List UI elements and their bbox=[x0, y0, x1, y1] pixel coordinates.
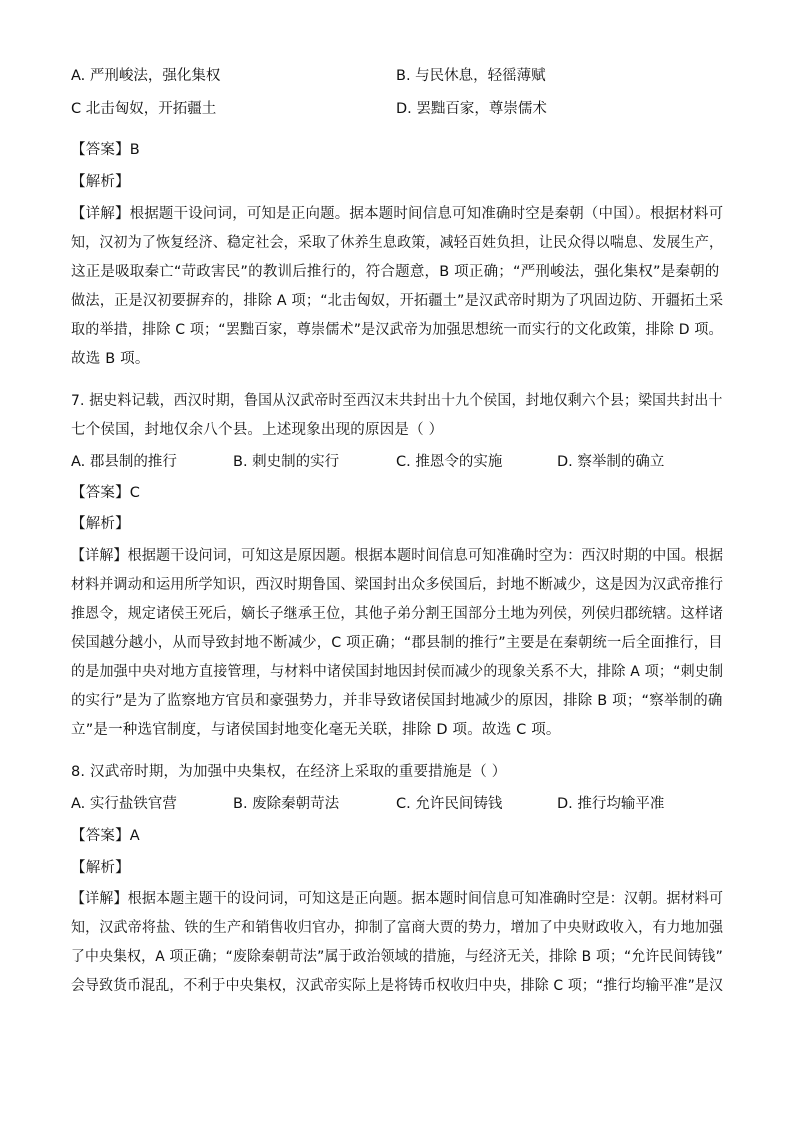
q7-option-a: A. 郡县制的推行 bbox=[71, 454, 177, 470]
q7-answer: 【答案】C bbox=[71, 485, 141, 501]
q6-option-a: A. 严刑峻法，强化集权 bbox=[71, 68, 221, 84]
q7-detail-line-2: 材料并调动和运用所学知识，西汉时期鲁国、梁国封出众多侯国后，封地不断减少，这是因为汉武帝推行 bbox=[71, 577, 724, 593]
q6-detail-line-5: 取的举措，排除 C 项；“罢黜百家，尊崇儒术”是汉武帝为加强思想统一而实行的文化政策，排除 D 项。 bbox=[71, 322, 723, 338]
q7-detail-line-7: 立”是一种选官制度，与诸侯国封地变化毫无关联，排除 D 项。故选 C 项。 bbox=[71, 722, 561, 738]
q7-option-c: C. 推恩令的实施 bbox=[396, 454, 503, 470]
q6-option-b: B. 与民休息，轻徭薄赋 bbox=[396, 68, 546, 84]
q7-option-d: D. 察举制的确立 bbox=[557, 454, 665, 470]
q8-option-d: D. 推行均输平准 bbox=[557, 796, 665, 812]
q8-option-a: A. 实行盐铁官营 bbox=[71, 796, 177, 812]
q7-detail-line-3: 推恩令，规定诸侯王死后，嫡长子继承王位，其他子弟分割王国部分土地为列侯，列侯归郡统辖。这样诸 bbox=[71, 606, 724, 622]
q6-option-c: C 北击匈奴，开拓疆土 bbox=[71, 101, 217, 117]
q8-detail-line-4: 会导致货币混乱，不利于中央集权，汉武帝实际上是将铸币权收归中央，排除 C 项；“推行均输平准”是汉 bbox=[71, 978, 724, 994]
q8-detail-line-1: 【详解】根据本题主题干的设问词，可知这是正向题。据本题时间信息可知准确时空是：汉朝。据材料可 bbox=[71, 891, 724, 907]
q8-option-c: C. 允许民间铸钱 bbox=[396, 796, 503, 812]
q7-detail-line-1: 【详解】根据题干设问词，可知这是原因题。根据本题时间信息可知准确时空为：西汉时期的中国。根据 bbox=[71, 548, 724, 564]
q7-analysis-label: 【解析】 bbox=[71, 516, 130, 532]
q8-stem-line-1: 8. 汉武帝时期，为加强中央集权，在经济上采取的重要措施是（ ） bbox=[71, 764, 507, 780]
q6-analysis-label: 【解析】 bbox=[71, 174, 130, 190]
q6-detail-line-2: 知，汉初为了恢复经济、稳定社会，采取了休养生息政策，减轻百姓负担，让民众得以喘息、发展生产， bbox=[71, 235, 724, 251]
q6-option-d: D. 罢黜百家，尊崇儒术 bbox=[396, 101, 547, 117]
q6-detail-line-3: 这正是吸取秦亡“苛政害民”的教训后推行的，符合题意，B 项正确；“严刑峻法，强化集权”是秦朝的 bbox=[71, 264, 720, 280]
q6-detail-line-1: 【详解】根据题干设问词，可知是正向题。据本题时间信息可知准确时空是秦朝（中国）。根据材料可 bbox=[71, 206, 724, 222]
q7-detail-line-5: 的是加强中央对地方直接管理，与材料中诸侯国封地因封侯而减少的现象关系不大，排除 A 项；“刺史制 bbox=[71, 664, 724, 680]
q8-analysis-label: 【解析】 bbox=[71, 860, 130, 876]
q8-detail-line-2: 知，汉武帝将盐、铁的生产和销售收归官办，抑制了富商大贾的势力，增加了中央财政收入，有力地加强 bbox=[71, 920, 724, 936]
q8-option-b: B. 废除秦朝苛法 bbox=[233, 796, 340, 812]
q8-answer: 【答案】A bbox=[71, 828, 140, 844]
q6-detail-line-4: 做法，正是汉初要摒弃的，排除 A 项；“北击匈奴，开拓疆土”是汉武帝时期为了巩固边防、开疆拓土采 bbox=[71, 293, 724, 309]
q8-detail-line-3: 了中央集权，A 项正确；“废除秦朝苛法”属于政治领域的措施，与经济无关，排除 B 项；“允许民间铸钱” bbox=[71, 949, 723, 965]
q7-stem-line-1: 7. 据史料记载，西汉时期，鲁国从汉武帝时至西汉末共封出十九个侯国，封地仅剩六个县；梁国共封出十 bbox=[71, 393, 723, 409]
q7-detail-line-6: 的实行”是为了监察地方官员和豪强势力，并非导致诸侯国封地减少的原因，排除 B 项；“察举制的确 bbox=[71, 693, 723, 709]
q7-detail-line-4: 侯国越分越小，从而导致封地不断减少，C 项正确；“郡县制的推行”主要是在秦朝统一后全面推行，目 bbox=[71, 635, 723, 651]
q6-answer: 【答案】B bbox=[71, 142, 140, 158]
q7-stem-line-2: 七个侯国，封地仅余八个县。上述现象出现的原因是（ ） bbox=[71, 422, 444, 438]
q6-detail-line-6: 故选 B 项。 bbox=[71, 351, 150, 367]
q7-option-b: B. 刺史制的实行 bbox=[233, 454, 340, 470]
